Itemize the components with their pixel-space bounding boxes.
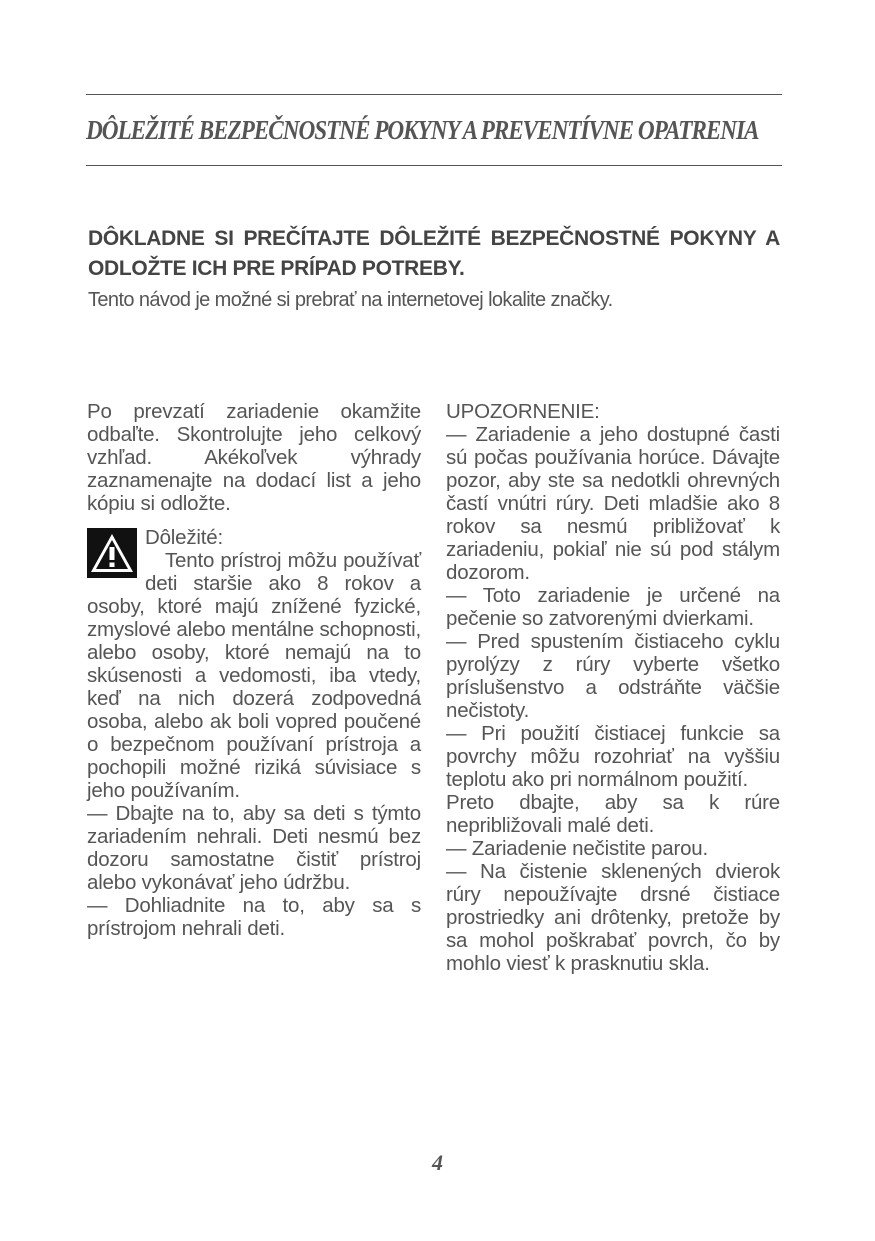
right-paragraph-5: Preto dbajte, aby sa k rúre nepribližovali malé deti.	[446, 791, 780, 837]
page-header-title: DÔLEŽITÉ BEZPEČNOSTNÉ POKYNY A PREVENTÍVNE OPATRENIA	[86, 115, 759, 145]
left-paragraph-3: — Dbajte na to, aby sa deti s týmto zariadením nehrali. Deti nesmú bez dozoru samostatne čistiť prístroj alebo vykonávať jeho údržbu.	[87, 802, 421, 894]
left-paragraph-2: Tento prístroj môžu používať deti staršie ako 8 rokov a osoby, ktoré majú znížené fyzické, zmyslové alebo mentálne schopnosti, alebo osoby, ktoré nemajú na to skúsenosti a vedomosti, iba vtedy, keď na nich dozerá zodpovedná osoba, alebo ak boli vopred poučené o bezpečnom používaní prístroja a pochopili možné riziká súvisiace s jeho používaním.	[87, 549, 421, 802]
warning-triangle-icon	[87, 528, 137, 578]
right-paragraph-6: — Zariadenie nečistite parou.	[446, 837, 708, 860]
right-paragraph-7: — Na čistenie sklenených dvierok rúry nepoužívajte drsné čistiace prostriedky ani drôtenky, pretože by sa mohol poškrabať povrch, čo by mohlo viesť k prasknutiu skla.	[446, 860, 780, 975]
right-column	[446, 400, 780, 975]
left-paragraph-4: — Dohliadnite na to, aby sa s prístrojom nehrali deti.	[87, 894, 421, 940]
page-number: 4	[432, 1150, 443, 1175]
warning-block	[87, 526, 421, 802]
right-paragraph-3: — Pred spustením čistiaceho cyklu pyrolýzy z rúry vyberte všetko príslušenstvo a odstráňte väčšie nečistoty.	[446, 630, 780, 722]
right-paragraph-1: — Zariadenie a jeho dostupné časti sú počas používania horúce. Dávajte pozor, aby ste sa nedotkli ohrevných častí vnútri rúry. Deti mladšie ako 8 rokov sa nesmú približovať k zariadeniu, pokiaľ nie sú pod stálym dozorom.	[446, 423, 780, 584]
right-heading: UPOZORNENIE:	[446, 400, 600, 423]
warning-title: Dôležité:	[145, 526, 223, 549]
intro-section	[88, 224, 780, 314]
left-column	[87, 400, 421, 940]
header-rule-top	[86, 94, 782, 95]
left-paragraph-1: Po prevzatí zariadenie okamžite odbaľte. Skontrolujte jeho celkový vzhľad. Akékoľvek výhrady zaznamenajte na dodací list a jeho kópiu si odložte.	[87, 400, 421, 515]
intro-bold-text: DÔKLADNE SI PREČÍTAJTE DÔLEŽITÉ BEZPEČNOSTNÉ POKYNY A ODLOŽTE ICH PRE PRÍPAD POTREBY.	[88, 227, 780, 280]
right-paragraph-4: — Pri použití čistiacej funkcie sa povrchy môžu rozohriať na vyššiu teplotu ako pri normálnom použití.	[446, 722, 780, 791]
right-paragraph-2: — Toto zariadenie je určené na pečenie so zatvorenými dvierkami.	[446, 584, 780, 630]
header-rule-bottom	[86, 165, 782, 166]
intro-normal-text: Tento návod je možné si prebrať na internetovej lokalite značky.	[88, 289, 613, 311]
